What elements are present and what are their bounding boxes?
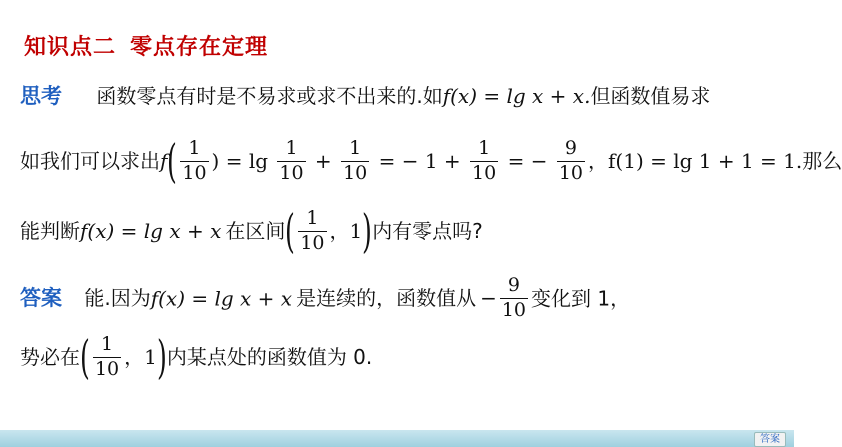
answer-text-1: 能.因为 <box>84 286 151 311</box>
paren-open: ( <box>80 330 90 384</box>
think-label: 思考 <box>20 84 62 108</box>
fraction-1-10: $\frac{1}{10}$ <box>472 136 497 184</box>
interval-end: ，1 <box>124 345 157 369</box>
section-title-part1: 知识点二 <box>24 35 117 60</box>
answer-line-1 <box>20 276 630 321</box>
fraction-1-10: $\frac{1}{10}$ <box>279 136 304 184</box>
think-text-3-mid: 在区间 <box>225 219 286 243</box>
fraction-9-10: $\frac{9}{10}$ <box>501 274 527 321</box>
paren-open: ( <box>167 134 178 188</box>
answer-button[interactable]: 答案 <box>754 432 786 447</box>
section-title-part2: 零点存在定理 <box>130 35 269 60</box>
f-symbol: f <box>160 149 168 173</box>
fraction-1-10: $\frac{1}{10}$ <box>182 136 207 184</box>
think-text-3: 能判断 <box>20 219 80 243</box>
fraction-1-10: $\frac{1}{10}$ <box>300 206 325 254</box>
think-text-2: 如我们可以求出 <box>20 149 160 173</box>
answer-text-1-mid: 是连续的，函数值从 <box>296 286 477 311</box>
eq-lg: ) = lg <box>211 149 275 173</box>
think-formula-3: f(x) = lg x + x <box>80 219 222 243</box>
fraction-1-10: $\frac{1}{10}$ <box>94 332 120 380</box>
answer-label: 答案 <box>20 285 62 310</box>
eq-neg: = − <box>501 149 554 173</box>
answer-text-2-tail: 内某点处的函数值为 0. <box>166 345 373 369</box>
fraction-1-10: $\frac{1}{10}$ <box>343 136 368 184</box>
answer-text-1-tail: 变化到 1， <box>531 286 631 311</box>
think-line-1 <box>20 86 710 107</box>
think-text-1: 函数零点有时是不易求或求不出来的.如 <box>96 84 443 108</box>
f1-formula: ，f(1) = lg 1 + 1 = 1. <box>588 149 803 173</box>
think-formula-1: f(x) = lg x + x. <box>442 84 591 108</box>
section-title <box>24 30 268 61</box>
plus-sign: + <box>308 149 339 173</box>
minus-sign: − <box>480 286 497 311</box>
paren-close: ) <box>362 204 373 258</box>
think-line-2 <box>20 134 842 188</box>
paren-open: ( <box>285 204 296 258</box>
think-text-3-tail: 内有零点吗? <box>372 219 483 243</box>
think-text-2-tail: 那么 <box>802 149 842 173</box>
eq-neg1: = − 1 + <box>372 149 468 173</box>
bottom-bar <box>0 430 794 447</box>
answer-line-2 <box>20 330 373 384</box>
interval-end: ，1 <box>329 219 363 243</box>
answer-formula-1: f(x) = lg x + x <box>150 286 293 311</box>
answer-text-2: 势必在 <box>20 345 80 369</box>
think-text-1-tail: 但函数值易求 <box>590 84 711 108</box>
paren-close: ) <box>156 330 167 384</box>
think-line-3 <box>20 204 483 258</box>
fraction-9-10: $\frac{9}{10}$ <box>558 136 584 184</box>
